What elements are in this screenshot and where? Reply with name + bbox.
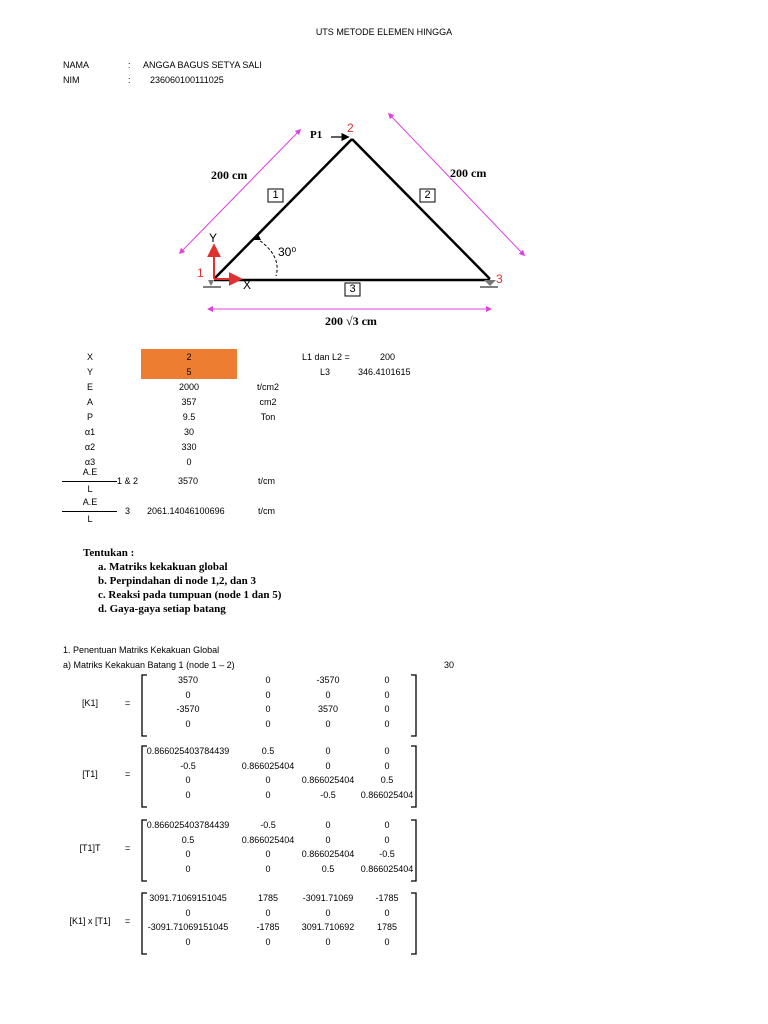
matrix-cell: 0 <box>325 746 331 756</box>
param-value: 5 <box>186 367 192 377</box>
matrix-cell: 0 <box>384 760 390 771</box>
matrix-cell: 0 <box>325 936 331 947</box>
matrix-cell: 0 <box>265 936 271 947</box>
nama-colon: : <box>128 60 131 70</box>
matrix-cell: 0.866025404 <box>301 775 355 785</box>
matrix-cell: 0 <box>185 849 191 859</box>
matrix-cell: 0 <box>325 820 331 830</box>
param-label: X <box>86 352 93 362</box>
matrix-equals: = <box>125 769 131 779</box>
matrix-cell: 0.866025404 <box>360 789 414 800</box>
matrix-cell: 0 <box>265 675 271 685</box>
matrix-cell: -0.5 <box>260 820 276 830</box>
matrix-cell: 0.866025403784439 <box>146 820 230 830</box>
matrix-cell: 0 <box>384 704 390 714</box>
length-bottom-label: 200 √3 cm <box>325 314 377 328</box>
length-right-label: 200 cm <box>450 166 487 180</box>
frac2-den: L <box>87 514 93 524</box>
param-value: 330 <box>181 442 197 452</box>
nim-value: 236060100111025 <box>150 75 224 85</box>
matrix-cell: 0 <box>265 704 271 714</box>
matrix-cell: 1785 <box>376 922 398 932</box>
param-label: A <box>86 397 93 407</box>
frac2-line <box>62 511 117 512</box>
param-value: 2 <box>186 352 192 362</box>
matrix-cell: 0.866025404 <box>241 760 295 771</box>
matrix-cell: 0.5 <box>261 746 275 756</box>
truss-diagram <box>0 0 768 340</box>
matrix-cell: 0 <box>185 775 191 785</box>
tentukan-item-c: c. Reaksi pada tumpuan (node 1 dan 5) <box>98 589 282 601</box>
param-label: α3 <box>84 457 96 467</box>
matrix-cell: -1785 <box>256 922 280 932</box>
matrix-cell: 0.866025404 <box>301 849 355 859</box>
matrix-cell: 0.866025404 <box>241 834 295 845</box>
node-1-label: 1 <box>197 266 204 280</box>
matrix-cell: -3570 <box>316 675 340 685</box>
matrix-cell: 0 <box>185 689 191 700</box>
matrix-cell: 0 <box>185 907 191 918</box>
matrix-cell: 0 <box>384 689 390 700</box>
member-3-label: 3 <box>349 283 356 295</box>
matrix-cell: 3091.710692 <box>301 922 355 932</box>
matrix-cell: 0.866025403784439 <box>146 746 230 756</box>
l3-label: L3 <box>320 367 331 377</box>
param-label: E <box>86 382 93 392</box>
matrix-cell: 0 <box>265 907 271 918</box>
matrix-equals: = <box>125 698 131 708</box>
frac1-num: A.E <box>82 467 98 477</box>
matrix-cell: 0 <box>265 718 271 729</box>
load-p1-label: P1 <box>310 129 323 141</box>
node-3-label: 3 <box>496 272 503 286</box>
nim-label: NIM <box>63 75 80 85</box>
param-value: 9.5 <box>182 412 196 422</box>
member-2-label: 2 <box>424 189 431 201</box>
angle-arc <box>256 238 277 276</box>
matrix-cell: -3091.71069 <box>302 893 354 903</box>
matrix-cell: 0 <box>384 834 390 845</box>
matrix-equals: = <box>125 916 131 926</box>
nim-colon: : <box>128 75 131 85</box>
matrix-cell: 0.5 <box>181 834 195 845</box>
matrix-label: [T1]T <box>79 843 101 853</box>
matrix-cell: -3091.71069151045 <box>147 922 229 932</box>
axis-y-label: Y <box>209 231 218 245</box>
matrix-label: [T1] <box>82 769 98 779</box>
node-2-label: 2 <box>347 121 354 135</box>
frac1-unit: t/cm <box>258 476 275 486</box>
matrix-cell: 0 <box>384 907 390 918</box>
tentukan-item-a: a. Matriks kekakuan global <box>98 561 228 573</box>
matrix-cell: 0 <box>325 718 331 729</box>
member-1-label: 1 <box>272 189 279 201</box>
section-heading: 1. Penentuan Matriks Kekakuan Global <box>63 645 220 655</box>
matrix-cell: -0.5 <box>379 849 395 859</box>
frac2-unit: t/cm <box>258 506 275 516</box>
param-unit: t/cm2 <box>256 382 279 392</box>
matrix-equals: = <box>125 843 131 853</box>
frac1-line <box>62 481 117 482</box>
matrix-cell: 0 <box>325 834 331 845</box>
l12-label: L1 dan L2 = <box>302 352 350 362</box>
angle-value: 30 <box>444 660 455 670</box>
matrix-cell: 0 <box>265 863 271 874</box>
matrix-cell: 3091.71069151045 <box>149 893 227 903</box>
matrix-cell: 0 <box>185 936 191 947</box>
matrix-cell: 0.5 <box>380 775 394 785</box>
matrix-cell: 0.866025404 <box>360 863 414 874</box>
param-label: α1 <box>84 427 96 437</box>
axis-x-label: X <box>243 278 252 292</box>
l12-value: 200 <box>380 352 396 362</box>
matrix-cell: 0 <box>185 863 191 874</box>
page-title: UTS METODE ELEMEN HINGGA <box>315 27 453 37</box>
matrix-cell: 0.5 <box>321 863 335 874</box>
member-2-line <box>352 139 490 279</box>
matrix-cell: 0 <box>265 775 271 785</box>
dim-right-line <box>390 115 523 254</box>
section-subheading: a) Matriks Kekakuan Batang 1 (node 1 – 2) <box>63 660 235 670</box>
l3-value: 346.4101615 <box>358 367 411 377</box>
frac2-num: A.E <box>82 497 98 507</box>
support-3-icon <box>484 280 496 286</box>
support-1-icon <box>208 280 214 286</box>
tentukan-item-b: b. Perpindahan di node 1,2, dan 3 <box>98 575 257 587</box>
nama-value: ANGGA BAGUS SETYA SALI <box>143 60 262 70</box>
frac1-tag: 1 & 2 <box>117 476 139 486</box>
matrix-cell: -0.5 <box>320 789 336 800</box>
param-value: 30 <box>183 427 194 437</box>
matrix-cell: 0 <box>384 718 390 729</box>
length-left-label: 200 cm <box>211 168 248 182</box>
matrix-cell: 0 <box>265 789 271 800</box>
matrix-label: [K1] <box>81 698 98 708</box>
param-value: 0 <box>186 457 192 467</box>
param-label: Y <box>86 367 93 377</box>
param-value: 2000 <box>178 382 200 392</box>
param-value: 357 <box>181 397 197 407</box>
matrix-cell: -3570 <box>176 704 200 714</box>
matrix-cell: 1785 <box>257 893 279 903</box>
param-unit: cm2 <box>259 397 277 407</box>
frac2-tag: 3 <box>125 506 131 516</box>
matrix-cell: 0 <box>325 760 331 771</box>
param-label: α2 <box>84 442 96 452</box>
matrix-cell: 0 <box>325 907 331 918</box>
matrix-cell: 0 <box>265 689 271 700</box>
frac2-value: 2061.14046100696 <box>147 506 225 516</box>
frac1-value: 3570 <box>178 476 199 486</box>
tentukan-item-d: d. Gaya-gaya setiap batang <box>98 603 226 615</box>
matrix-cell: 0 <box>384 936 390 947</box>
matrix-cell: 0 <box>265 849 271 859</box>
matrix-cell: -1785 <box>375 893 399 903</box>
matrix-cell: 0 <box>384 675 390 685</box>
matrix-cell: 3570 <box>177 675 199 685</box>
param-unit: Ton <box>260 412 276 422</box>
matrix-cell: -0.5 <box>180 760 196 771</box>
matrix-cell: 0 <box>325 689 331 700</box>
nama-label: NAMA <box>63 60 90 70</box>
matrix-cell: 0 <box>384 820 390 830</box>
tentukan-heading: Tentukan : <box>83 547 135 559</box>
matrix-cell: 0 <box>384 746 390 756</box>
frac1-den: L <box>87 484 93 494</box>
param-label: P <box>86 412 93 422</box>
matrix-cell: 0 <box>185 718 191 729</box>
matrix-cell: 3570 <box>317 704 339 714</box>
matrix-label: [K1] x [T1] <box>69 916 111 926</box>
angle-label: 30⁰ <box>278 245 297 259</box>
matrix-cell: 0 <box>185 789 191 800</box>
